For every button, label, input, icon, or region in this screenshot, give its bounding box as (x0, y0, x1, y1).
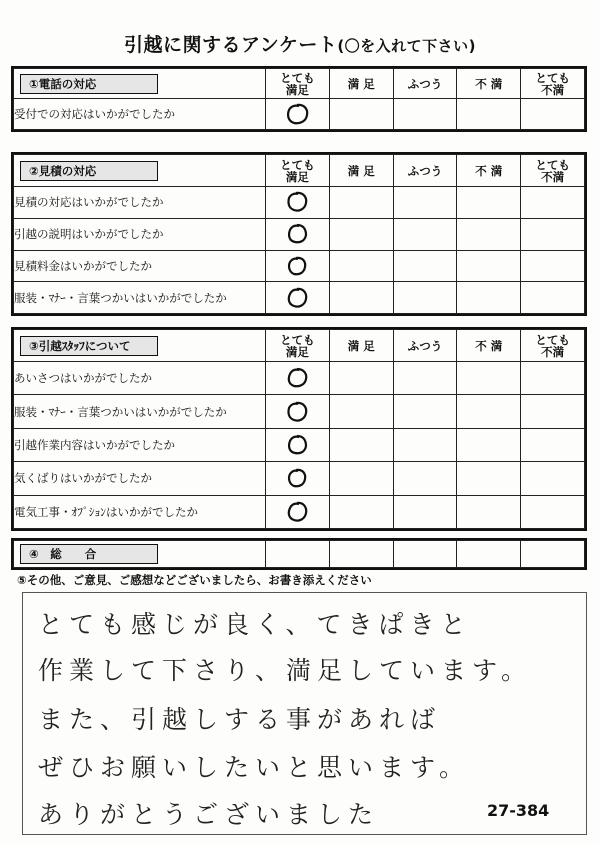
answer-cell-selected[interactable] (266, 462, 330, 495)
section-name: ③引越ｽﾀｯﾌについて (20, 336, 158, 356)
col-header: 不 満 (457, 155, 521, 187)
question-label: 気くばりはいかがでしたか (14, 462, 266, 495)
answer-cell[interactable] (521, 187, 585, 219)
answer-cell[interactable] (457, 428, 521, 461)
section-name-cell (14, 69, 266, 99)
answer-cell[interactable] (393, 428, 457, 461)
answer-cell[interactable] (393, 99, 457, 130)
answer-cell[interactable] (393, 187, 457, 219)
answer-cell[interactable] (521, 541, 585, 568)
hand-circle-icon (284, 190, 310, 214)
section-name: ②見積の対応 (20, 161, 158, 181)
col-header: とても 不満 (521, 155, 585, 187)
hand-circle-icon (284, 102, 310, 126)
section-name-cell (14, 330, 266, 362)
answer-cell[interactable] (329, 495, 393, 528)
question-label: あいさつはいかがでしたか (14, 362, 266, 395)
answer-cell[interactable] (266, 541, 330, 568)
answer-cell[interactable] (393, 495, 457, 528)
section-name: ①電話の対応 (20, 74, 158, 94)
answer-cell[interactable] (521, 428, 585, 461)
col-header: 満 足 (329, 330, 393, 362)
col-header: 不 満 (457, 330, 521, 362)
question-label: 電気工事・ｵﾌﾟｼｮﾝはいかがでしたか (14, 495, 266, 528)
answer-cell[interactable] (329, 462, 393, 495)
hand-circle-icon (284, 400, 310, 424)
hand-circle-icon (284, 222, 310, 246)
col-header: 満 足 (329, 155, 393, 187)
answer-cell[interactable] (393, 462, 457, 495)
answer-cell[interactable] (457, 462, 521, 495)
answer-cell[interactable] (457, 99, 521, 130)
col-header: とても 満足 (266, 155, 330, 187)
answer-cell-selected[interactable] (266, 362, 330, 395)
hand-circle-icon (284, 466, 310, 490)
answer-cell[interactable] (521, 462, 585, 495)
col-header: ふつう (393, 330, 457, 362)
question-label: 引越の説明はいかがでしたか (14, 218, 266, 250)
comment-line: 作業して下さり、満足しています。 (38, 656, 533, 685)
hand-circle-icon (284, 500, 310, 524)
question-label: 服装・ﾏﾅｰ・言葉つかいはいかがでしたか (14, 282, 266, 314)
answer-cell[interactable] (329, 362, 393, 395)
col-header: 不 満 (457, 69, 521, 99)
answer-cell[interactable] (457, 362, 521, 395)
col-header: 満 足 (329, 69, 393, 99)
question-label: 見積料金はいかがでしたか (14, 250, 266, 282)
answer-cell[interactable] (521, 282, 585, 314)
col-header: とても 満足 (266, 69, 330, 99)
answer-cell-selected[interactable] (266, 428, 330, 461)
answer-cell[interactable] (393, 541, 457, 568)
answer-cell[interactable] (393, 282, 457, 314)
answer-cell[interactable] (329, 99, 393, 130)
section-name-cell (14, 541, 266, 568)
col-header: とても 不満 (521, 330, 585, 362)
answer-cell[interactable] (329, 541, 393, 568)
answer-cell-selected[interactable] (266, 218, 330, 250)
answer-cell[interactable] (457, 187, 521, 219)
survey-title: 引越に関するアンケート(〇を入れて下さい) (123, 34, 477, 56)
comment-label: ⑤その他、ご意見、ご感想などございましたら、お書き添えください (17, 573, 372, 587)
comment-line: また、引越しする事があれば (38, 705, 442, 734)
answer-cell[interactable] (457, 250, 521, 282)
answer-cell[interactable] (329, 187, 393, 219)
section-estimate (11, 152, 587, 316)
hand-circle-icon (284, 366, 310, 390)
answer-cell-selected[interactable] (266, 395, 330, 428)
answer-cell[interactable] (521, 495, 585, 528)
section-staff (11, 327, 587, 531)
answer-cell-selected[interactable] (266, 99, 330, 130)
answer-cell[interactable] (457, 495, 521, 528)
question-label: 見積の対応はいかがでしたか (14, 187, 266, 219)
section-name-cell (14, 155, 266, 187)
answer-cell[interactable] (521, 250, 585, 282)
col-header: ふつう (393, 155, 457, 187)
answer-cell[interactable] (457, 541, 521, 568)
answer-cell[interactable] (393, 250, 457, 282)
answer-cell[interactable] (393, 362, 457, 395)
section-overall (11, 538, 587, 570)
answer-cell[interactable] (457, 395, 521, 428)
question-label: 服装・ﾏﾅｰ・言葉つかいはいかがでしたか (14, 395, 266, 428)
comment-line: ありがとうございました (38, 800, 380, 829)
answer-cell-selected[interactable] (266, 187, 330, 219)
answer-cell[interactable] (329, 282, 393, 314)
serial-number: 27-384 (487, 801, 550, 820)
answer-cell-selected[interactable] (266, 282, 330, 314)
col-header: とても 不満 (521, 69, 585, 99)
answer-cell[interactable] (329, 395, 393, 428)
hand-circle-icon (284, 254, 310, 278)
question-label: 受付での対応はいかがでしたか (14, 99, 266, 130)
hand-circle-icon (284, 433, 310, 457)
answer-cell[interactable] (329, 218, 393, 250)
answer-cell[interactable] (457, 218, 521, 250)
hand-circle-icon (284, 286, 310, 310)
section-name: ④ 総 合 (20, 544, 158, 564)
question-label: 引越作業内容はいかがでしたか (14, 428, 266, 461)
answer-cell-selected[interactable] (266, 495, 330, 528)
col-header: ふつう (393, 69, 457, 99)
answer-cell[interactable] (457, 282, 521, 314)
answer-cell[interactable] (521, 395, 585, 428)
answer-cell-selected[interactable] (266, 250, 330, 282)
comment-line: とても感じが良く、てきぱきと (38, 610, 472, 639)
answer-cell[interactable] (393, 395, 457, 428)
answer-cell[interactable] (329, 428, 393, 461)
answer-cell[interactable] (393, 218, 457, 250)
comment-line: ぜひお願いしたいと思います。 (38, 753, 471, 782)
answer-cell[interactable] (521, 362, 585, 395)
answer-cell[interactable] (329, 250, 393, 282)
col-header: とても 満足 (266, 330, 330, 362)
answer-cell[interactable] (521, 218, 585, 250)
answer-cell[interactable] (521, 99, 585, 130)
section-phone (11, 66, 587, 132)
